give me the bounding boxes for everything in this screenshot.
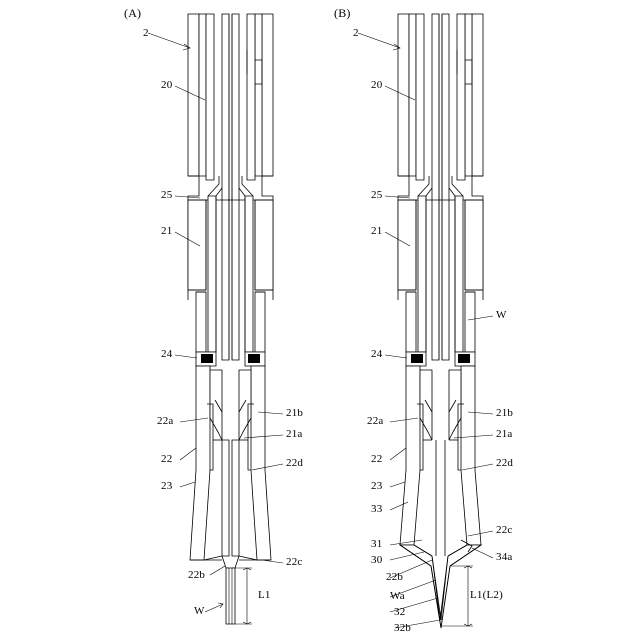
panel-a-callout-21a: 21a — [286, 428, 303, 440]
panel-a-callout-22b: 22b — [188, 569, 206, 581]
panel-a-callout-22a: 22a — [157, 415, 174, 427]
panel-b-callout-22a: 22a — [367, 415, 384, 427]
panel-b-callout-21b: 21b — [496, 407, 514, 419]
panel-a-callout-22: 22 — [161, 453, 173, 465]
panel-b-callout-25: 25 — [371, 189, 383, 201]
panel-b-callout-30: 30 — [371, 554, 383, 566]
panel-b-callout-21: 21 — [371, 225, 383, 237]
panel-a-callout-21b: 21b — [286, 407, 304, 419]
panel-b-callout-W: W — [496, 309, 507, 321]
panel-a-callout-21: 21 — [161, 225, 173, 237]
panel-b-callout-32: 32 — [394, 606, 406, 618]
panel-b-label: (B) — [334, 6, 351, 20]
panel-a-ref-2: 2 — [143, 27, 149, 39]
panel-a-dim-L1: L1 — [258, 589, 271, 601]
panel-b-callout-34a: 34a — [496, 551, 513, 563]
panel-a-drawing — [148, 14, 283, 624]
panel-b-callout-22d: 22d — [496, 457, 514, 469]
panel-b-callout-31: 31 — [371, 538, 383, 550]
panel-b-callout-22b: 22b — [386, 571, 404, 583]
panel-a-callout-W: W — [194, 605, 205, 617]
panel-b-callout-24: 24 — [371, 348, 383, 360]
panel-b-callout-20: 20 — [371, 79, 383, 91]
panel-a-callout-24: 24 — [161, 348, 173, 360]
panel-b-callout-Wa: Wa — [390, 590, 405, 602]
panel-b-callout-22: 22 — [371, 453, 383, 465]
panel-a-callout-25: 25 — [161, 189, 173, 201]
panel-a-callout-23: 23 — [161, 480, 173, 492]
panel-a-callout-20: 20 — [161, 79, 173, 91]
panel-b-dim-L1L2: L1(L2) — [470, 589, 503, 601]
panel-b-callout-33: 33 — [371, 503, 383, 515]
panel-b-callout-23: 23 — [371, 480, 383, 492]
panel-a-callout-22c: 22c — [286, 556, 303, 568]
panel-b-drawing — [358, 14, 493, 628]
panel-a-label: (A) — [124, 6, 142, 20]
panel-b-callout-22c: 22c — [496, 524, 513, 536]
panel-b-ref-2: 2 — [353, 27, 359, 39]
panel-b-callout-21a: 21a — [496, 428, 513, 440]
panel-b-callout-32b: 32b — [394, 622, 412, 634]
panel-a-callout-22d: 22d — [286, 457, 304, 469]
